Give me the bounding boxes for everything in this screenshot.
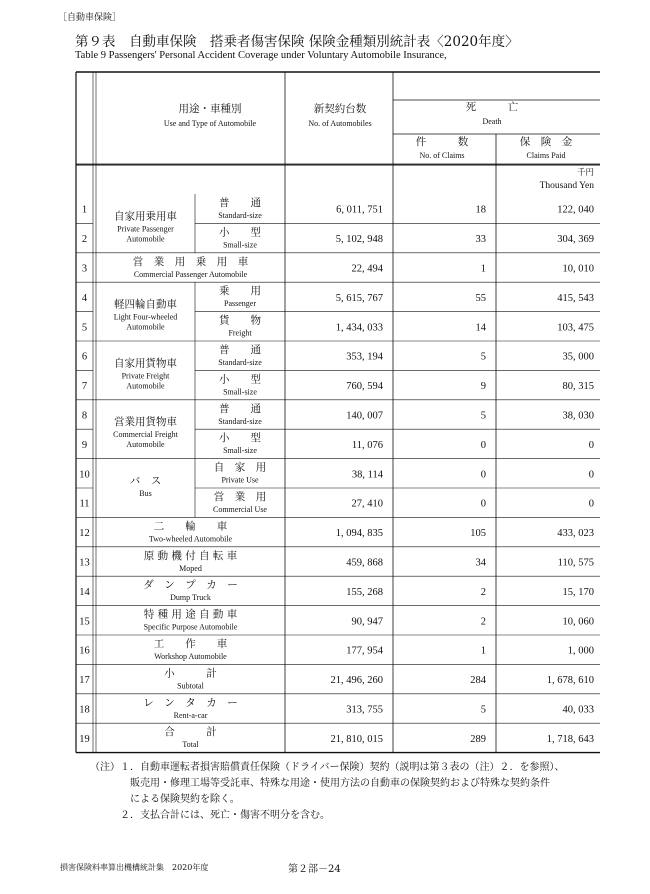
subcategory-ja: 小 型 xyxy=(219,432,261,445)
group-label-en: Commercial Freight xyxy=(113,430,178,440)
category-ja: 工 作 車 xyxy=(153,638,228,650)
category-ja: 二 輪 車 xyxy=(153,520,228,533)
cell-claims-paid: 10, 060 xyxy=(562,616,594,628)
row-number: 19 xyxy=(79,733,90,745)
header-death-en: Death xyxy=(482,117,502,126)
group-label-en: Automobile xyxy=(126,440,165,450)
group-label-ja: 軽四輪自動車 xyxy=(114,298,177,311)
cell-claims-paid: 40, 033 xyxy=(562,704,594,716)
cell-automobiles: 155, 268 xyxy=(346,586,383,598)
row-number: 2 xyxy=(81,234,88,246)
subcategory-en: Commercial Use xyxy=(213,505,267,514)
row-number: 10 xyxy=(79,469,90,481)
cell-automobiles: 5, 102, 948 xyxy=(335,234,383,246)
cell-automobiles: 27, 410 xyxy=(351,498,383,510)
cell-claims-paid: 80, 315 xyxy=(562,381,594,393)
row-number: 1 xyxy=(81,204,88,216)
cell-claims: 5 xyxy=(480,351,486,363)
cell-claims: 2 xyxy=(480,616,486,628)
cell-claims: 55 xyxy=(475,292,486,304)
row-number: 11 xyxy=(79,498,90,510)
header-autos-en: No. of Automobiles xyxy=(308,119,372,128)
subcategory-en: Small-size xyxy=(223,446,257,456)
cell-claims: 5 xyxy=(480,704,486,716)
note-line: ２．支払合計には、死亡・傷害不明分を含む。 xyxy=(90,810,330,821)
cell-claims: 1 xyxy=(480,645,486,657)
subcategory-ja: 普 通 xyxy=(219,402,261,415)
category-ja: 合 計 xyxy=(164,726,217,739)
cell-claims-paid: 0 xyxy=(588,498,594,510)
header-claims-en: No. of Claims xyxy=(419,151,465,160)
header-paid-en: Claims Paid xyxy=(526,151,566,160)
cell-claims: 9 xyxy=(480,381,486,393)
row-number: 17 xyxy=(79,675,90,687)
cell-claims: 14 xyxy=(475,322,486,334)
table-text xyxy=(79,100,594,749)
header-death-ja: 死 亡 xyxy=(465,101,519,113)
subcategory-ja: 貨 物 xyxy=(219,314,261,327)
group-label-ja: 自家用乗用車 xyxy=(114,210,177,223)
row-number: 5 xyxy=(81,322,88,334)
cell-automobiles: 11, 076 xyxy=(351,439,383,451)
group-label-en: Bus xyxy=(139,489,152,498)
category-en: Two-wheeled Automobile xyxy=(148,534,233,544)
cell-automobiles: 1, 094, 835 xyxy=(335,528,383,540)
header-autos-ja: 新契約台数 xyxy=(313,103,367,115)
cell-automobiles: 6, 011, 751 xyxy=(336,204,383,216)
subcategory-en: Standard-size xyxy=(218,211,262,220)
cell-claims: 33 xyxy=(475,234,486,246)
cell-automobiles: 459, 868 xyxy=(346,557,383,569)
category-ja: 原 動 機 付 自 転 車 xyxy=(143,549,238,562)
header-use-type-ja: 用途・車種別 xyxy=(178,103,242,115)
category-en: Dump Truck xyxy=(170,593,211,603)
footer-page-number: 第２部－24 xyxy=(288,864,341,875)
group-label-en: Automobile xyxy=(126,234,165,244)
table-grid xyxy=(76,72,600,753)
group-label-en: Automobile xyxy=(126,381,165,391)
cell-automobiles: 177, 954 xyxy=(346,645,383,657)
subcategory-ja: 乗 用 xyxy=(219,285,261,298)
cell-claims: 2 xyxy=(480,586,486,598)
subcategory-en: Passenger xyxy=(224,299,256,309)
category-en: Commercial Passenger Automobile xyxy=(133,269,248,279)
cell-claims-paid: 0 xyxy=(588,469,594,481)
category-en: Rent-a-car xyxy=(173,710,208,720)
cell-claims: 34 xyxy=(475,557,486,569)
category-en: Workshop Automobile xyxy=(154,652,227,661)
group-label-en: Private Freight xyxy=(121,371,170,381)
cell-claims-paid: 35, 000 xyxy=(562,351,594,363)
cell-automobiles: 313, 755 xyxy=(346,704,383,716)
header-claims-ja: 件 数 xyxy=(415,136,469,148)
unit-label-ja: 千円 xyxy=(576,167,594,177)
subcategory-ja: 営 業 用 xyxy=(213,491,267,503)
cell-claims-paid: 415, 543 xyxy=(557,292,594,304)
cell-claims-paid: 1, 000 xyxy=(567,645,594,657)
category-ja: 営 業 用 乗 用 車 xyxy=(132,255,249,268)
subcategory-en: Standard-size xyxy=(218,416,262,426)
category-en: Subtotal xyxy=(177,681,204,691)
cell-automobiles: 353, 194 xyxy=(346,351,383,363)
cell-claims: 284 xyxy=(470,675,486,687)
subcategory-ja: 普 通 xyxy=(219,344,261,356)
note-line: （注）１．自動車運転者損害賠償責任保険（ドライバー保険）契約（説明は第３表の（注）２．を参照）、 xyxy=(90,762,565,773)
subcategory-en: Freight xyxy=(228,328,252,338)
cell-claims-paid: 122, 040 xyxy=(557,204,594,216)
category-en: Specific Purpose Automobile xyxy=(143,622,238,632)
category-ja: 特 種 用 途 自 動 車 xyxy=(143,608,238,621)
footer-publication: 損害保険料率算出機構統計集 2020年度 xyxy=(60,863,209,872)
row-number: 12 xyxy=(79,528,90,540)
subcategory-ja: 普 通 xyxy=(219,197,261,209)
category-ja: レ ン タ カ ー xyxy=(143,696,238,709)
cell-claims-paid: 0 xyxy=(588,439,594,451)
cell-automobiles: 21, 810, 015 xyxy=(330,733,383,745)
subcategory-en: Private Use xyxy=(221,475,259,485)
cell-automobiles: 140, 007 xyxy=(346,410,383,422)
cell-claims-paid: 1, 718, 643 xyxy=(546,733,594,745)
cell-automobiles: 5, 615, 767 xyxy=(335,292,383,304)
cell-claims: 1 xyxy=(480,263,486,275)
group-label-en: Private Passenger xyxy=(117,224,174,234)
row-number: 6 xyxy=(81,351,88,363)
unit-label-en: Thousand Yen xyxy=(539,181,594,191)
cell-claims-paid: 110, 575 xyxy=(557,557,594,569)
cell-claims: 18 xyxy=(475,204,486,216)
cell-claims-paid: 433, 023 xyxy=(557,528,594,540)
subcategory-en: Small-size xyxy=(223,240,257,250)
row-number: 7 xyxy=(81,381,88,393)
row-number: 3 xyxy=(81,263,88,275)
row-number: 18 xyxy=(79,704,90,716)
cell-claims-paid: 1, 678, 610 xyxy=(546,675,594,687)
table-title-ja: 第９表 自動車保険 搭乗者傷害保険 保険金種類別統計表〈2020年度〉 xyxy=(75,34,519,50)
category-ja: ダ ン プ カ ー xyxy=(143,579,238,592)
note-line: 販売用・修理工場等受託車、特殊な用途・使用方法の自動車の保険契約および特殊な契約条件 xyxy=(90,778,550,789)
row-number: 16 xyxy=(79,645,90,657)
category-en: Total xyxy=(182,740,199,750)
cell-automobiles: 22, 494 xyxy=(351,263,383,275)
group-label-ja: 営業用貨物車 xyxy=(114,416,177,429)
cell-claims: 105 xyxy=(470,528,486,540)
category-ja: 小 計 xyxy=(164,667,217,680)
subcategory-ja: 小 型 xyxy=(219,373,261,386)
group-label-en: Light Four-wheeled xyxy=(113,312,178,322)
cell-claims: 5 xyxy=(480,410,486,422)
cell-claims-paid: 103, 475 xyxy=(557,322,594,334)
header-tag: ［自動車保険］ xyxy=(58,13,122,23)
cell-claims-paid: 15, 170 xyxy=(562,586,594,598)
row-number: 13 xyxy=(79,557,90,569)
row-number: 8 xyxy=(81,410,88,422)
cell-automobiles: 760, 594 xyxy=(346,381,383,393)
cell-claims: 289 xyxy=(470,733,486,745)
cell-claims-paid: 304, 369 xyxy=(557,234,594,246)
note-line: による保険契約を除く。 xyxy=(90,794,240,805)
row-number: 9 xyxy=(81,439,88,451)
cell-automobiles: 1, 434, 033 xyxy=(335,322,383,334)
header-use-type-en: Use and Type of Automobile xyxy=(163,119,257,128)
row-number: 14 xyxy=(79,586,90,598)
header-paid-ja: 保 険 金 xyxy=(519,136,573,148)
cell-automobiles: 90, 947 xyxy=(351,616,383,628)
row-number: 4 xyxy=(81,292,88,304)
subcategory-ja: 小 型 xyxy=(219,226,261,239)
category-en: Moped xyxy=(179,563,202,573)
row-number: 15 xyxy=(79,616,90,628)
cell-claims: 0 xyxy=(480,439,486,451)
cell-automobiles: 21, 496, 260 xyxy=(330,675,383,687)
cell-automobiles: 38, 114 xyxy=(351,469,383,481)
group-label-en: Automobile xyxy=(126,322,165,332)
cell-claims: 0 xyxy=(480,469,486,481)
subcategory-ja: 自 家 用 xyxy=(213,461,267,474)
cell-claims-paid: 38, 030 xyxy=(562,410,594,422)
group-label-ja: 自家用貨物車 xyxy=(114,357,177,370)
subcategory-en: Small-size xyxy=(223,387,257,397)
table-notes xyxy=(90,760,610,824)
group-label-ja: バ ス xyxy=(129,475,162,487)
table-title-en: Table 9 Passengers' Personal Accident Coverage under Voluntary Automobile Insurance, xyxy=(75,50,447,61)
cell-claims-paid: 10, 010 xyxy=(562,263,594,275)
cell-claims: 0 xyxy=(480,498,486,510)
subcategory-en: Standard-size xyxy=(218,358,262,367)
